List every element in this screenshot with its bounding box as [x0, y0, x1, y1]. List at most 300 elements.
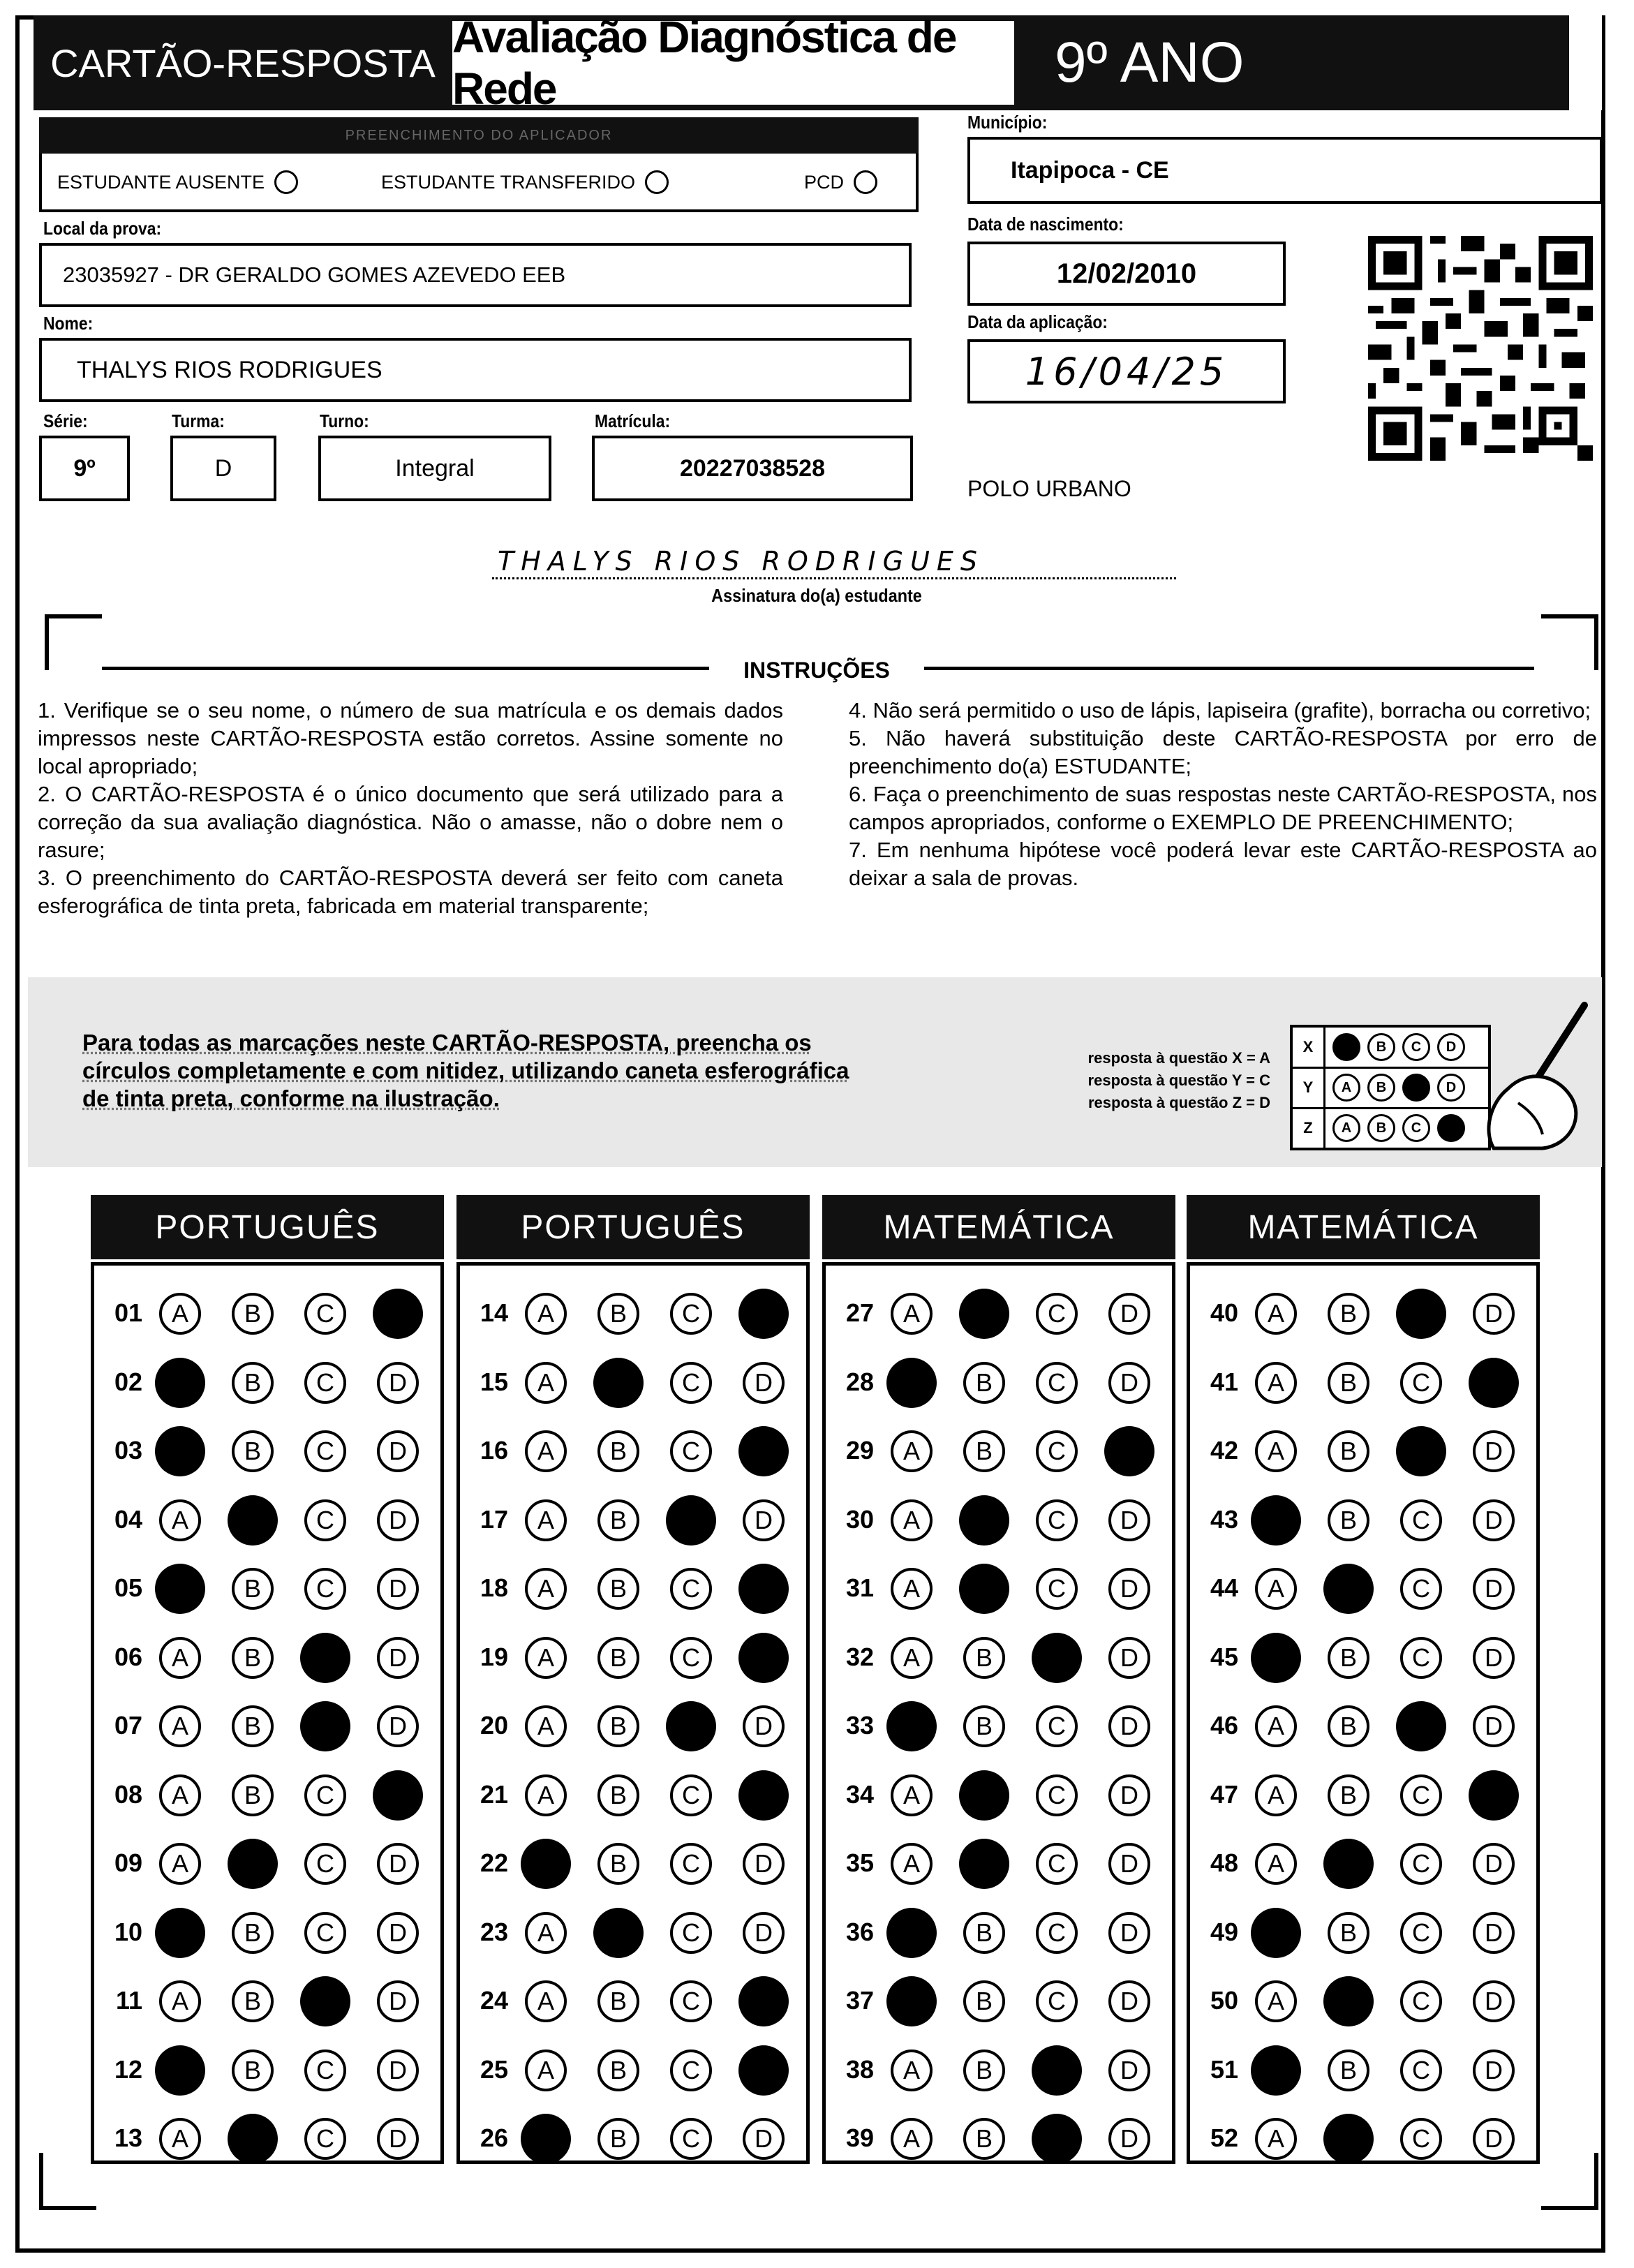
answer-bubble-d[interactable]: D — [1473, 1843, 1515, 1885]
question-number: 46 — [1210, 1711, 1238, 1740]
answer-bubble-a[interactable]: A — [1255, 1430, 1297, 1472]
answer-bubble-d[interactable]: D — [1473, 1637, 1515, 1679]
answer-bubble-d[interactable]: D — [1108, 1568, 1150, 1610]
question-number: 28 — [845, 1367, 874, 1396]
answer-bubble-d[interactable]: D — [1473, 1705, 1515, 1747]
nascimento-label: Data de nascimento: — [967, 214, 1124, 235]
answer-bubble-c[interactable]: C — [670, 1430, 712, 1472]
answer-bubble-a[interactable] — [155, 1426, 205, 1476]
answer-bubble-c[interactable]: C — [670, 2118, 712, 2160]
answer-bubble-d[interactable]: D — [743, 1362, 785, 1404]
answer-bubble-c[interactable]: C — [1400, 2050, 1442, 2091]
answer-bubble-d[interactable]: D — [1108, 2118, 1150, 2160]
question-number: 09 — [114, 1848, 142, 1877]
answer-bubble-c[interactable] — [666, 1495, 716, 1546]
nascimento-field: 12/02/2010 — [967, 242, 1286, 306]
answer-bubble-d[interactable] — [1469, 1358, 1519, 1408]
pcd-circle[interactable] — [854, 170, 877, 194]
answer-bubble-b[interactable]: B — [232, 1362, 274, 1404]
answer-bubble-d[interactable] — [1469, 1770, 1519, 1821]
local-label: Local da prova: — [43, 218, 162, 239]
answer-bubble-b[interactable]: B — [597, 1774, 639, 1816]
column-header: PORTUGUÊS — [456, 1195, 810, 1259]
answer-bubble-c[interactable] — [300, 1633, 350, 1683]
question-number: 03 — [114, 1436, 142, 1465]
matricula-field: 20227038528 — [592, 436, 913, 501]
answer-bubble-d[interactable] — [738, 1426, 789, 1476]
answer-bubble-c[interactable] — [1032, 2045, 1082, 2096]
answer-bubble-b[interactable]: B — [1328, 1430, 1369, 1472]
answer-bubble-a[interactable]: A — [525, 1637, 567, 1679]
example-bubble-c — [1402, 1074, 1430, 1102]
answer-bubble-d[interactable]: D — [377, 1912, 419, 1954]
question-number: 38 — [845, 2054, 874, 2084]
polo-label: POLO URBANO — [967, 476, 1131, 501]
answer-bubble-b[interactable]: B — [597, 1637, 639, 1679]
answer-bubble-b[interactable] — [959, 1770, 1009, 1821]
answer-bubble-c[interactable]: C — [1036, 1499, 1078, 1541]
answer-bubble-a[interactable] — [1251, 2045, 1301, 2096]
answer-bubble-b[interactable]: B — [597, 1430, 639, 1472]
answer-bubble-c[interactable]: C — [304, 1774, 346, 1816]
answer-bubble-c[interactable]: C — [1400, 1637, 1442, 1679]
answer-bubble-b[interactable]: B — [1328, 1705, 1369, 1747]
answer-bubble-b[interactable]: B — [597, 1293, 639, 1335]
signature-line[interactable]: THALYS RIOS RODRIGUES — [492, 546, 1176, 579]
answer-bubble-c[interactable]: C — [1036, 1705, 1078, 1747]
pcd-option[interactable] — [804, 170, 877, 194]
answer-bubble-a[interactable]: A — [159, 2118, 201, 2160]
answer-bubble-a[interactable]: A — [525, 1362, 567, 1404]
answer-bubble-d[interactable]: D — [377, 1499, 419, 1541]
answer-bubble-c[interactable]: C — [1400, 2118, 1442, 2160]
legend-line: resposta à questão Y = C — [1087, 1072, 1270, 1089]
answer-bubble-d[interactable]: D — [377, 1362, 419, 1404]
answer-bubble-b[interactable] — [959, 1839, 1009, 1889]
answer-bubble-a[interactable]: A — [891, 1843, 933, 1885]
fill-example-text: Para todas as marcações neste CARTÃO-RESPOSTA, preencha os círculos completamente e com nitidez, utilizando caneta esferográfica de tinta preta, conforme na ilustração. — [82, 1030, 849, 1111]
answer-bubble-d[interactable]: D — [377, 1430, 419, 1472]
answer-bubble-d[interactable]: D — [1473, 1499, 1515, 1541]
answer-bubble-b[interactable] — [1323, 2114, 1374, 2164]
question-number: 50 — [1210, 1986, 1238, 2015]
answer-bubble-d[interactable]: D — [743, 1499, 785, 1541]
answer-bubble-a[interactable]: A — [1255, 1293, 1297, 1335]
answer-bubble-c[interactable] — [300, 1701, 350, 1751]
question-number: 25 — [480, 2054, 508, 2084]
answer-bubble-a[interactable] — [521, 2114, 571, 2164]
answer-bubble-b[interactable]: B — [963, 1912, 1005, 1954]
exam-title: Avaliação Diagnóstica de Rede — [452, 21, 1014, 105]
answer-bubble-b[interactable] — [959, 1564, 1009, 1614]
answer-bubble-b[interactable] — [959, 1289, 1009, 1339]
answer-bubble-d[interactable]: D — [1473, 1980, 1515, 2022]
answer-bubble-d[interactable]: D — [1473, 1293, 1515, 1335]
answer-bubble-c[interactable]: C — [304, 1843, 346, 1885]
answer-bubble-d[interactable] — [738, 1770, 789, 1821]
answer-bubble-a[interactable]: A — [891, 1637, 933, 1679]
answer-bubble-d[interactable]: D — [1473, 1430, 1515, 1472]
answer-bubble-b[interactable]: B — [1328, 2050, 1369, 2091]
answer-bubble-a[interactable]: A — [159, 1843, 201, 1885]
serie-field: 9º — [39, 436, 130, 501]
answer-bubble-c[interactable]: C — [304, 1912, 346, 1954]
example-row — [1293, 1109, 1488, 1148]
answer-bubble-c[interactable]: C — [1036, 1912, 1078, 1954]
answer-bubble-d[interactable]: D — [743, 2118, 785, 2160]
corner-bracket-tl — [45, 614, 102, 670]
answer-bubble-c[interactable]: C — [1400, 1362, 1442, 1404]
answer-bubble-c[interactable] — [1032, 2114, 1082, 2164]
answer-bubble-a[interactable]: A — [1255, 1705, 1297, 1747]
answer-bubble-c[interactable] — [1396, 1701, 1446, 1751]
question-number: 20 — [480, 1711, 508, 1740]
answer-bubble-c[interactable]: C — [1400, 1499, 1442, 1541]
answer-bubble-c[interactable]: C — [1400, 1774, 1442, 1816]
answer-bubble-a[interactable]: A — [525, 1430, 567, 1472]
nome-label: Nome: — [43, 313, 94, 334]
question-number: 12 — [114, 2054, 142, 2084]
answer-bubble-c[interactable]: C — [670, 1568, 712, 1610]
answer-bubble-a[interactable]: A — [1255, 1568, 1297, 1610]
answer-bubble-d[interactable]: D — [1108, 1637, 1150, 1679]
answer-bubble-a[interactable] — [1251, 1495, 1301, 1546]
answer-bubble-b[interactable]: B — [597, 2050, 639, 2091]
answer-bubble-d[interactable]: D — [743, 1843, 785, 1885]
instructions-rule-left — [102, 667, 709, 670]
answer-bubble-b[interactable]: B — [963, 1430, 1005, 1472]
question-number: 07 — [114, 1711, 142, 1740]
answer-bubble-a[interactable] — [155, 1358, 205, 1408]
question-number: 31 — [845, 1573, 874, 1602]
answer-bubble-d[interactable]: D — [1108, 1980, 1150, 2022]
answer-bubble-d[interactable]: D — [743, 1705, 785, 1747]
question-number: 10 — [114, 1917, 142, 1946]
applicator-bar: PREENCHIMENTO DO APLICADOR — [39, 117, 919, 154]
municipio-field: Itapipoca - CE — [967, 137, 1603, 204]
answer-bubble-d[interactable]: D — [1473, 1912, 1515, 1954]
answer-bubble-b[interactable]: B — [963, 1705, 1005, 1747]
answer-bubble-a[interactable]: A — [159, 1705, 201, 1747]
answer-bubble-d[interactable]: D — [1473, 1568, 1515, 1610]
answer-bubble-c[interactable]: C — [1036, 1774, 1078, 1816]
answer-bubble-c[interactable]: C — [1036, 1843, 1078, 1885]
answer-bubble-a[interactable]: A — [159, 1774, 201, 1816]
answer-bubble-b[interactable] — [228, 1495, 278, 1546]
answer-bubble-b[interactable]: B — [232, 1980, 274, 2022]
answer-bubble-a[interactable]: A — [525, 1705, 567, 1747]
answer-bubble-a[interactable] — [155, 2045, 205, 2096]
answer-bubble-c[interactable]: C — [1400, 1843, 1442, 1885]
answer-bubble-c[interactable]: C — [670, 1774, 712, 1816]
answer-bubble-c[interactable]: C — [670, 1843, 712, 1885]
answer-bubble-c[interactable]: C — [304, 2118, 346, 2160]
answer-bubble-d[interactable]: D — [1108, 1843, 1150, 1885]
answer-bubble-d[interactable]: D — [1108, 1912, 1150, 1954]
answer-bubble-a[interactable] — [1251, 1908, 1301, 1958]
answer-bubble-d[interactable] — [1104, 1426, 1154, 1476]
answer-bubble-c[interactable]: C — [1400, 1568, 1442, 1610]
question-number: 32 — [845, 1642, 874, 1671]
example-row-label: X — [1293, 1028, 1325, 1067]
answer-bubble-b[interactable] — [1323, 1976, 1374, 2026]
answer-bubble-a[interactable] — [1251, 1633, 1301, 1683]
answer-bubble-b[interactable]: B — [963, 1637, 1005, 1679]
answer-bubble-d[interactable]: D — [1108, 1499, 1150, 1541]
answer-bubble-b[interactable]: B — [232, 1912, 274, 1954]
answer-bubble-a[interactable]: A — [1255, 1774, 1297, 1816]
answer-bubble-d[interactable]: D — [743, 1912, 785, 1954]
answer-bubble-c[interactable]: C — [1400, 1912, 1442, 1954]
answer-bubble-b[interactable]: B — [232, 1705, 274, 1747]
turno-label: Turno: — [320, 410, 369, 431]
answer-bubble-c[interactable]: C — [670, 1637, 712, 1679]
instruction-item: 4. Não será permitido o uso de lápis, lapiseira (grafite), borracha ou corretivo; — [849, 698, 1591, 722]
answer-bubble-b[interactable]: B — [597, 1980, 639, 2022]
answer-bubble-a[interactable]: A — [1255, 2118, 1297, 2160]
answer-bubble-d[interactable]: D — [377, 1705, 419, 1747]
question-number: 18 — [480, 1573, 508, 1602]
question-number: 05 — [114, 1573, 142, 1602]
answer-bubble-b[interactable]: B — [1328, 1362, 1369, 1404]
answer-bubble-c[interactable]: C — [1036, 1430, 1078, 1472]
answer-bubble-d[interactable]: D — [1473, 2118, 1515, 2160]
answer-bubble-d[interactable]: D — [1108, 2050, 1150, 2091]
answer-bubble-b[interactable] — [1323, 1839, 1374, 1889]
answer-bubble-d[interactable] — [738, 2045, 789, 2096]
answer-bubble-c[interactable]: C — [670, 1293, 712, 1335]
legend-line: resposta à questão X = A — [1087, 1049, 1270, 1067]
corner-bracket-bl — [39, 2153, 96, 2210]
absent-option[interactable] — [57, 170, 298, 194]
answer-bubble-b[interactable] — [1323, 1564, 1374, 1614]
answer-bubble-d[interactable]: D — [1108, 1774, 1150, 1816]
answer-bubble-a[interactable]: A — [525, 1980, 567, 2022]
answer-bubble-b[interactable]: B — [1328, 1912, 1369, 1954]
transferred-label: ESTUDANTE TRANSFERIDO — [381, 171, 636, 193]
answer-bubble-a[interactable]: A — [525, 1293, 567, 1335]
answer-bubble-b[interactable]: B — [597, 1705, 639, 1747]
instructions-left — [38, 697, 783, 920]
example-row-label: Z — [1293, 1109, 1325, 1148]
corner-bracket-tr — [1541, 614, 1598, 670]
example-bubble-b: B — [1367, 1074, 1395, 1102]
answer-bubble-d[interactable]: D — [377, 2050, 419, 2091]
question-number: 08 — [114, 1779, 142, 1809]
question-number: 17 — [480, 1504, 508, 1534]
answer-bubble-a[interactable]: A — [891, 2118, 933, 2160]
header-end-bar — [1569, 15, 1602, 110]
answer-bubble-d[interactable] — [373, 1770, 423, 1821]
answer-bubble-c[interactable]: C — [670, 2050, 712, 2091]
answer-bubble-d[interactable] — [738, 1564, 789, 1614]
answer-bubble-b[interactable]: B — [232, 1568, 274, 1610]
question-number: 13 — [114, 2124, 142, 2152]
answer-bubble-b[interactable]: B — [963, 2050, 1005, 2091]
answer-bubble-c[interactable] — [1032, 1633, 1082, 1683]
answer-bubble-c[interactable] — [1396, 1289, 1446, 1339]
answer-bubble-a[interactable]: A — [525, 1568, 567, 1610]
instruction-item: 7. Em nenhuma hipótese você poderá levar este CARTÃO-RESPOSTA ao deixar a sala de provas. — [849, 838, 1597, 890]
answer-bubble-c[interactable]: C — [670, 1980, 712, 2022]
answer-bubble-d[interactable]: D — [377, 2118, 419, 2160]
answer-bubble-c[interactable] — [1396, 1426, 1446, 1476]
answer-bubble-b[interactable]: B — [232, 2050, 274, 2091]
instruction-item: 6. Faça o preenchimento de suas respostas neste CARTÃO-RESPOSTA, nos campos apropriados, conforme o EXEMPLO DE PREENCHIMENTO; — [849, 782, 1597, 834]
turma-field: D — [170, 436, 276, 501]
answer-bubble-d[interactable]: D — [1473, 2050, 1515, 2091]
question-number: 48 — [1210, 1848, 1238, 1877]
answer-bubble-b[interactable] — [593, 1358, 644, 1408]
answer-bubble-b[interactable]: B — [1328, 1774, 1369, 1816]
answer-bubble-b[interactable]: B — [232, 1637, 274, 1679]
answer-bubble-b[interactable] — [593, 1908, 644, 1958]
answer-bubble-c[interactable] — [300, 1976, 350, 2026]
answer-bubble-b[interactable]: B — [597, 1499, 639, 1541]
instructions-rule-right — [924, 667, 1534, 670]
answer-bubble-c[interactable]: C — [304, 1293, 346, 1335]
question-number: 02 — [114, 1367, 142, 1396]
answer-bubble-c[interactable]: C — [1036, 1568, 1078, 1610]
answer-bubble-d[interactable] — [738, 1633, 789, 1683]
instructions-right — [849, 697, 1597, 892]
example-bubble-b: B — [1367, 1114, 1395, 1142]
answer-bubble-d[interactable]: D — [1108, 1705, 1150, 1747]
answer-bubble-a[interactable]: A — [1255, 1362, 1297, 1404]
question-number: 19 — [480, 1642, 508, 1671]
example-row — [1293, 1068, 1488, 1109]
answer-bubble-b[interactable]: B — [1328, 1499, 1369, 1541]
aplicacao-field[interactable]: 16/04/25 — [967, 339, 1286, 403]
answer-bubble-a[interactable]: A — [891, 1774, 933, 1816]
fill-example-legend — [1012, 1047, 1270, 1114]
answer-bubble-a[interactable] — [155, 1564, 205, 1614]
question-number: 24 — [480, 1986, 508, 2015]
answer-bubble-a[interactable]: A — [159, 1499, 201, 1541]
answer-bubble-a[interactable] — [886, 1701, 937, 1751]
answer-bubble-c[interactable]: C — [1036, 1362, 1078, 1404]
question-number: 39 — [845, 2124, 874, 2152]
absent-label: ESTUDANTE AUSENTE — [57, 171, 265, 193]
answer-bubble-b[interactable]: B — [597, 1843, 639, 1885]
answer-bubble-a[interactable]: A — [525, 1912, 567, 1954]
answer-bubble-b[interactable]: B — [597, 2118, 639, 2160]
answer-bubble-a[interactable]: A — [159, 1980, 201, 2022]
answer-bubble-d[interactable] — [738, 1976, 789, 2026]
transferred-option[interactable] — [381, 170, 669, 194]
municipio-label: Município: — [967, 112, 1048, 133]
answer-bubble-d[interactable] — [373, 1289, 423, 1339]
instruction-item: 2. O CARTÃO-RESPOSTA é o único documento que será utilizado para a correção da sua avaliação diagnóstica. Não o amasse, não o dobre nem o rasure; — [38, 782, 783, 862]
answer-bubble-b[interactable]: B — [597, 1568, 639, 1610]
instruction-item: 3. O preenchimento do CARTÃO-RESPOSTA deverá ser feito com caneta esferográfica de tinta preta, fabricada em material transparente; — [38, 866, 783, 918]
example-bubble-b: B — [1367, 1033, 1395, 1061]
answer-bubble-a[interactable]: A — [159, 1293, 201, 1335]
card-title: CARTÃO-RESPOSTA — [34, 15, 452, 110]
column-header: MATEMÁTICA — [822, 1195, 1175, 1259]
answer-bubble-a[interactable]: A — [891, 1499, 933, 1541]
status-box — [39, 154, 919, 212]
answer-bubble-a[interactable]: A — [525, 1774, 567, 1816]
answer-bubble-d[interactable] — [738, 1289, 789, 1339]
answer-bubble-c[interactable]: C — [304, 2050, 346, 2091]
answer-bubble-c[interactable]: C — [1036, 1293, 1078, 1335]
answer-bubble-a[interactable] — [886, 1908, 937, 1958]
answer-bubble-d[interactable]: D — [377, 1843, 419, 1885]
example-bubble-d: D — [1437, 1033, 1465, 1061]
answer-bubble-b[interactable]: B — [232, 1774, 274, 1816]
question-number: 16 — [480, 1436, 508, 1465]
question-number: 23 — [480, 1917, 508, 1946]
answer-bubble-d[interactable]: D — [1108, 1293, 1150, 1335]
answer-bubble-a[interactable]: A — [159, 1637, 201, 1679]
question-number: 35 — [845, 1848, 874, 1877]
answer-bubble-a[interactable] — [155, 1908, 205, 1958]
example-bubble-c: C — [1402, 1114, 1430, 1142]
answer-bubble-a[interactable] — [886, 1358, 937, 1408]
transferred-circle[interactable] — [645, 170, 669, 194]
answer-bubble-c[interactable]: C — [670, 1362, 712, 1404]
answer-bubble-b[interactable]: B — [232, 1430, 274, 1472]
answer-bubble-a[interactable]: A — [1255, 1980, 1297, 2022]
aplicacao-label: Data da aplicação: — [967, 311, 1108, 332]
answer-bubble-b[interactable] — [959, 1495, 1009, 1546]
answer-bubble-a[interactable]: A — [891, 1430, 933, 1472]
answer-bubble-c[interactable] — [666, 1701, 716, 1751]
answer-bubble-c[interactable]: C — [304, 1362, 346, 1404]
answer-bubble-c[interactable]: C — [1036, 1980, 1078, 2022]
question-number: 30 — [845, 1504, 874, 1534]
answer-bubble-c[interactable]: C — [304, 1499, 346, 1541]
turno-field: Integral — [318, 436, 551, 501]
answer-bubble-a[interactable]: A — [891, 1293, 933, 1335]
question-number: 44 — [1210, 1573, 1238, 1602]
answer-bubble-b[interactable] — [228, 1839, 278, 1889]
answer-bubble-a[interactable]: A — [525, 1499, 567, 1541]
local-field: 23035927 - DR GERALDO GOMES AZEVEDO EEB — [39, 243, 912, 307]
answer-bubble-c[interactable]: C — [670, 1912, 712, 1954]
answer-bubble-d[interactable]: D — [1108, 1362, 1150, 1404]
answer-bubble-a[interactable] — [886, 1976, 937, 2026]
question-number: 51 — [1210, 2054, 1238, 2084]
corner-bracket-br — [1541, 2153, 1598, 2210]
answer-bubble-d[interactable]: D — [377, 1637, 419, 1679]
answer-bubble-a[interactable] — [521, 1839, 571, 1889]
answer-bubble-b[interactable]: B — [1328, 1293, 1369, 1335]
instruction-item: 5. Não haverá substituição deste CARTÃO-RESPOSTA por erro de preenchimento do(a) ESTUDANTE; — [849, 726, 1597, 778]
answer-bubble-b[interactable]: B — [232, 1293, 274, 1335]
matricula-label: Matrícula: — [595, 410, 671, 431]
answer-bubble-b[interactable] — [228, 2114, 278, 2164]
answer-bubble-a[interactable]: A — [891, 2050, 933, 2091]
absent-circle[interactable] — [274, 170, 298, 194]
answer-bubble-a[interactable]: A — [891, 1568, 933, 1610]
answer-bubble-d[interactable]: D — [377, 1568, 419, 1610]
answer-bubble-a[interactable]: A — [525, 2050, 567, 2091]
answer-bubble-b[interactable]: B — [963, 2118, 1005, 2160]
question-number: 33 — [845, 1711, 874, 1740]
answer-bubble-c[interactable]: C — [304, 1430, 346, 1472]
answer-bubble-c[interactable]: C — [304, 1568, 346, 1610]
answer-bubble-c[interactable]: C — [1400, 1980, 1442, 2022]
question-number: 45 — [1210, 1642, 1238, 1671]
answer-bubble-b[interactable]: B — [1328, 1637, 1369, 1679]
answer-bubble-b[interactable]: B — [963, 1362, 1005, 1404]
answer-bubble-a[interactable]: A — [1255, 1843, 1297, 1885]
answer-bubble-d[interactable]: D — [377, 1980, 419, 2022]
question-number: 29 — [845, 1436, 874, 1465]
answer-bubble-b[interactable]: B — [963, 1980, 1005, 2022]
